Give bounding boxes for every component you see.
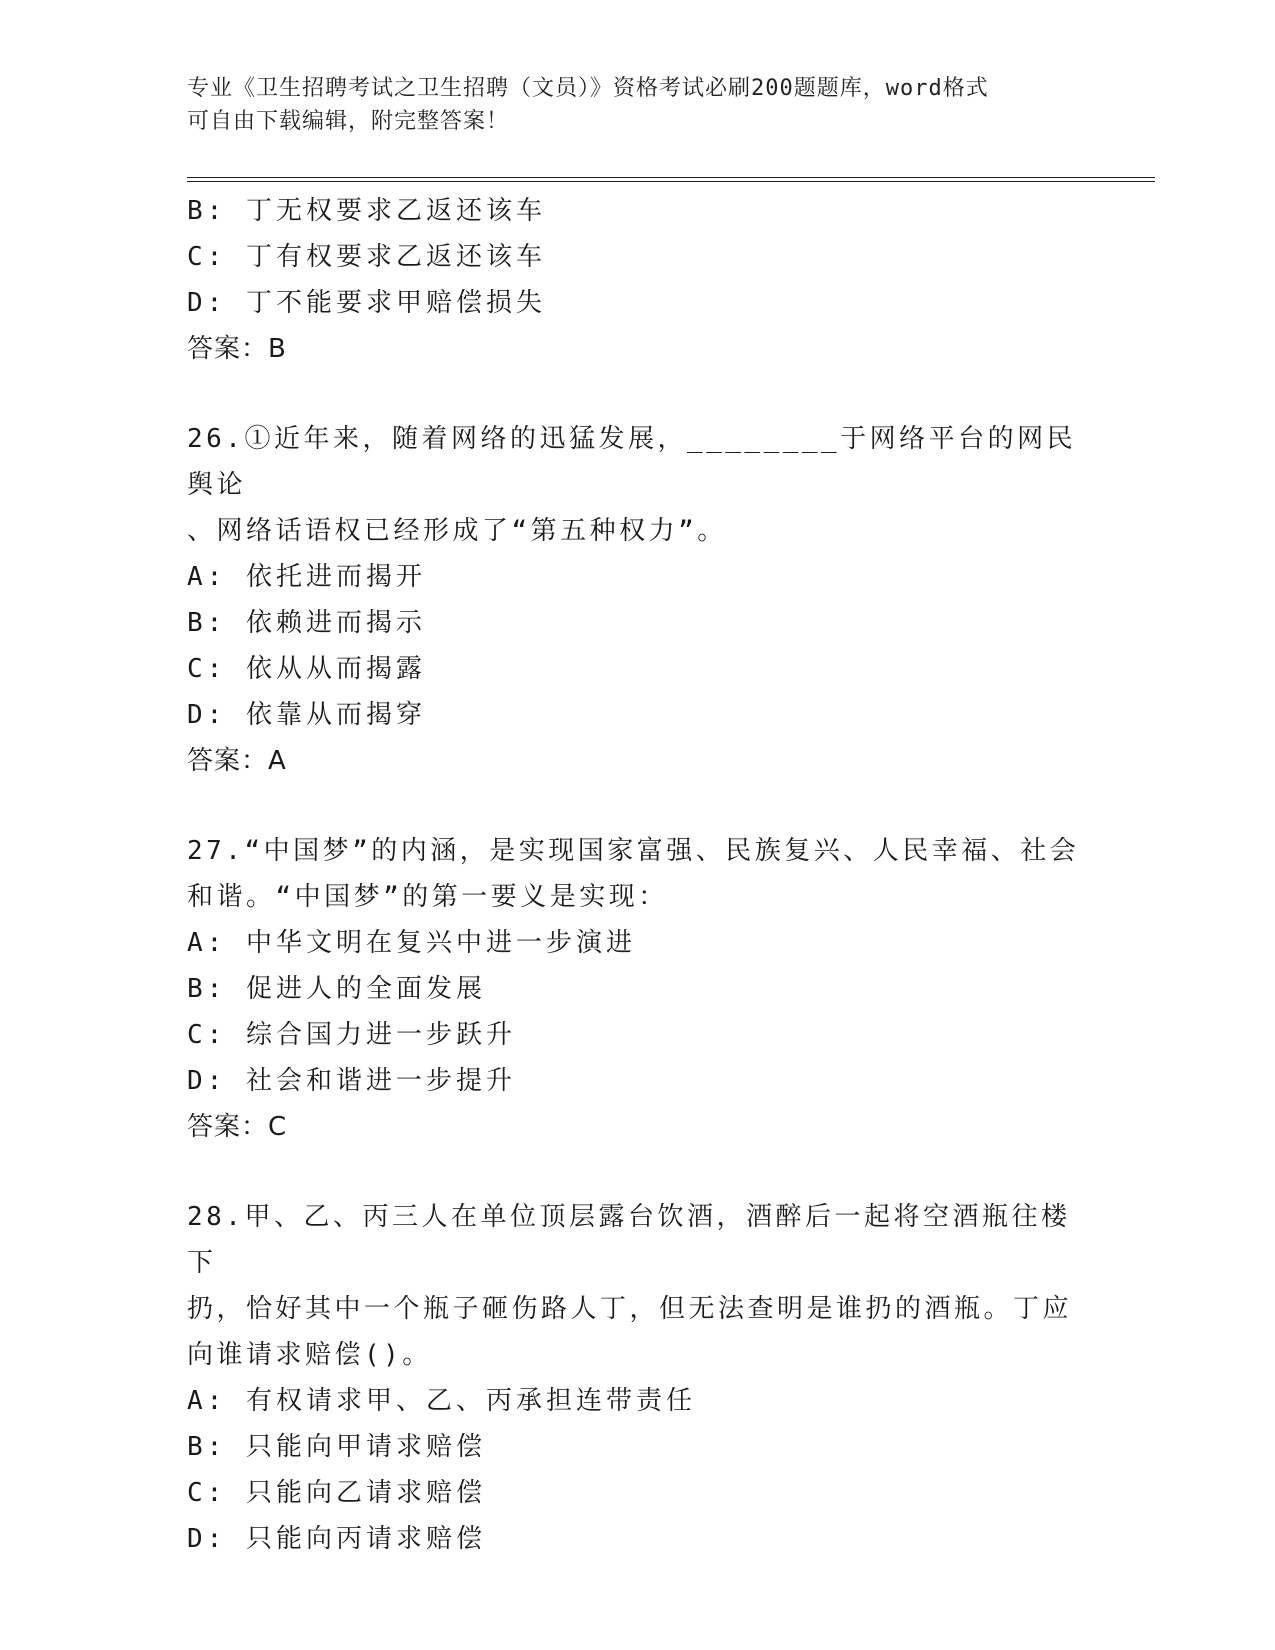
page-header (187, 72, 1067, 138)
spacer (187, 784, 1087, 828)
header-title-line-1: 专业《卫生招聘考试之卫生招聘（文员）》资格考试必刷200题题库，word格式 (187, 76, 989, 101)
answer-label: 答案：B (187, 334, 287, 364)
option-c: C: 只能向乙请求赔偿 (187, 1478, 486, 1508)
option-d: D: 只能向丙请求赔偿 (187, 1524, 486, 1554)
question-26 (187, 416, 1087, 784)
option-a: A: 中华文明在复兴中进一步演进 (187, 928, 636, 958)
option-a: A: 依托进而揭开 (187, 562, 426, 592)
option-a: A: 有权请求甲、乙、丙承担连带责任 (187, 1386, 696, 1416)
option-d: D: 社会和谐进一步提升 (187, 1066, 516, 1096)
question-stem-line-1: 27.“中国梦”的内涵，是实现国家富强、民族复兴、人民幸福、社会 (187, 836, 1080, 866)
header-double-rule (187, 177, 1155, 182)
option-b: B: 只能向甲请求赔偿 (187, 1432, 486, 1462)
spacer (187, 1150, 1087, 1194)
question-list (187, 188, 1087, 1562)
question-25-continued (187, 188, 1087, 372)
option-b: B: 丁无权要求乙返还该车 (187, 196, 546, 226)
option-d: D: 丁不能要求甲赔偿损失 (187, 288, 546, 318)
question-stem-line-1: 28.甲、乙、丙三人在单位顶层露台饮酒，酒醉后一起将空酒瓶往楼下 (187, 1202, 1071, 1278)
question-stem-line-2: 、网络话语权已经形成了“第五种权力”。 (187, 516, 727, 546)
option-c: C: 依从从而揭露 (187, 654, 426, 684)
option-b: B: 依赖进而揭示 (187, 608, 426, 638)
question-stem-line-2: 扔，恰好其中一个瓶子砸伤路人丁，但无法查明是谁扔的酒瓶。丁应 (187, 1294, 1073, 1324)
option-c: C: 丁有权要求乙返还该车 (187, 242, 546, 272)
option-c: C: 综合国力进一步跃升 (187, 1020, 516, 1050)
question-27 (187, 828, 1087, 1150)
question-stem-line-3: 向谁请求赔偿()。 (187, 1340, 432, 1370)
question-stem-line-2: 和谐。“中国梦”的第一要义是实现： (187, 882, 668, 912)
option-d: D: 依靠从而揭穿 (187, 700, 426, 730)
spacer (187, 372, 1087, 416)
answer-label: 答案：A (187, 746, 287, 776)
question-28 (187, 1194, 1087, 1562)
header-title-line-2: 可自由下载编辑，附完整答案！ (187, 109, 510, 134)
option-b: B: 促进人的全面发展 (187, 974, 486, 1004)
answer-label: 答案：C (187, 1112, 288, 1142)
question-stem-line-1: 26.①近年来，随着网络的迅猛发展，________于网络平台的网民舆论 (187, 424, 1077, 500)
